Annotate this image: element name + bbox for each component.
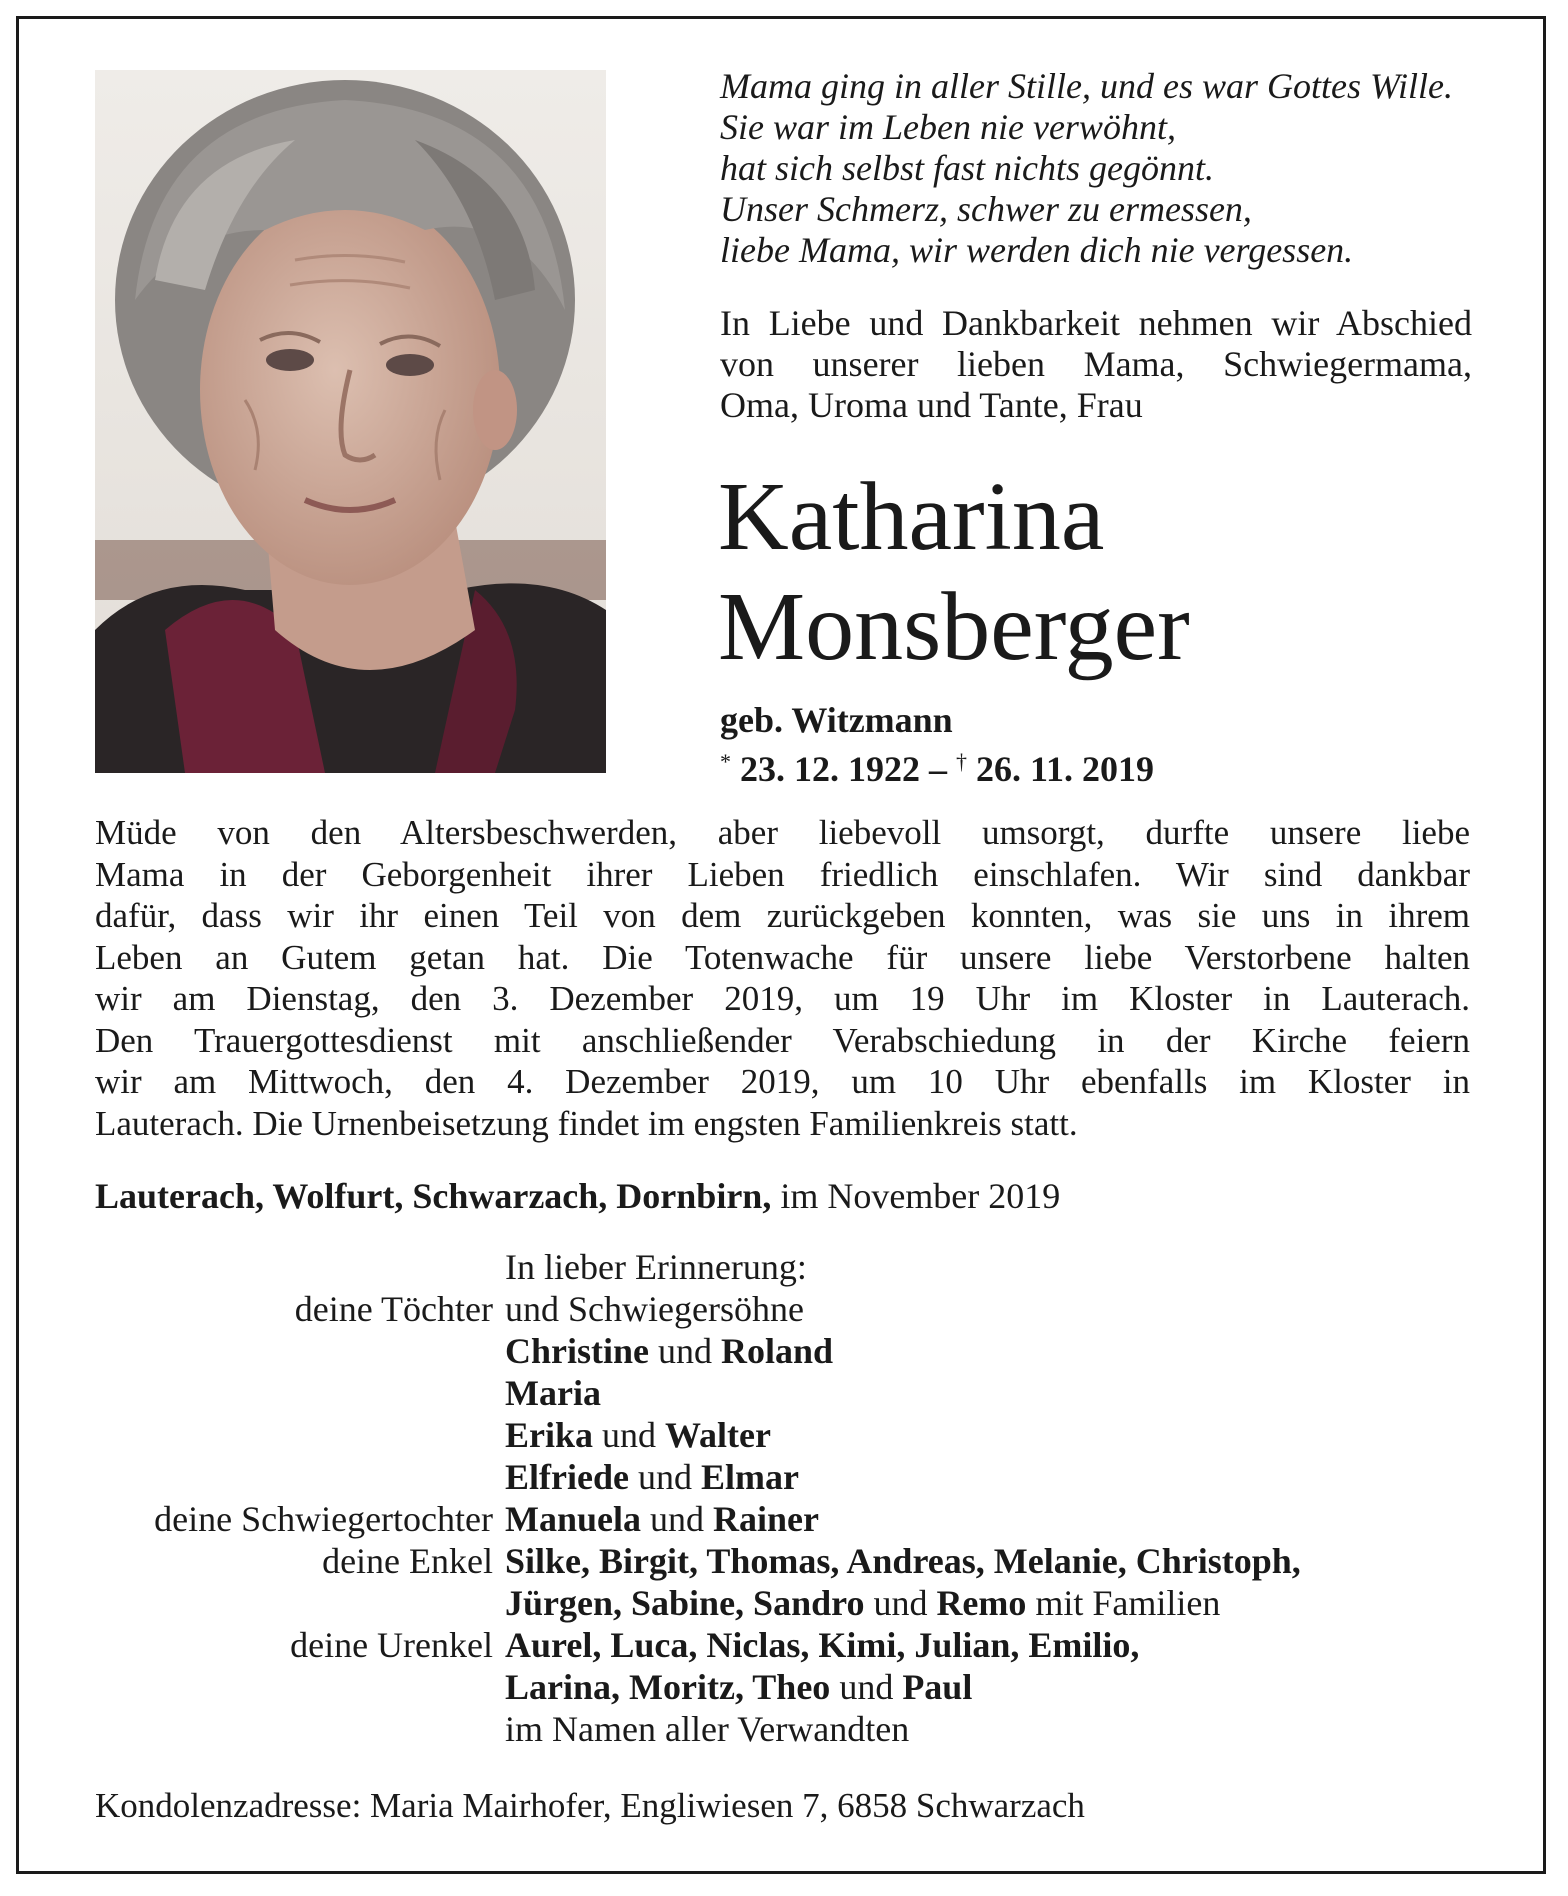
family-row bbox=[95, 1414, 1495, 1456]
poem bbox=[720, 66, 1500, 271]
family-names: Jürgen, Sabine, Sandro bbox=[505, 1583, 865, 1623]
death-date: 26. 11. 2019 bbox=[976, 749, 1155, 789]
family-name: Erika bbox=[505, 1415, 594, 1455]
family-name: Rainer bbox=[713, 1499, 819, 1539]
role-label: deine Schwiegertochter bbox=[154, 1499, 493, 1539]
family-name: Elfriede bbox=[505, 1457, 629, 1497]
family-row bbox=[95, 1666, 1495, 1708]
date-separator: – bbox=[929, 749, 947, 789]
family-names: Silke, Birgit, Thomas, Andreas, Melanie, Christoph, bbox=[505, 1541, 1301, 1581]
intro-line: Oma, Uroma und Tante, Frau bbox=[720, 385, 1143, 425]
family-name: Roland bbox=[721, 1331, 834, 1371]
suffix: mit Familien bbox=[1026, 1583, 1221, 1623]
family-row bbox=[95, 1456, 1495, 1498]
family-list bbox=[95, 1246, 1495, 1750]
family-row bbox=[95, 1498, 1495, 1540]
intro-line: In Liebe und Dankbarkeit nehmen wir Abschied bbox=[720, 303, 1472, 343]
family-row bbox=[95, 1540, 1495, 1582]
places-date-line bbox=[95, 1175, 1060, 1217]
poem-line: hat sich selbst fast nichts gegönnt. bbox=[720, 148, 1214, 188]
birth-symbol: * bbox=[720, 749, 731, 774]
announcement-body bbox=[95, 812, 1470, 1144]
portrait-photo bbox=[95, 70, 606, 773]
conjunction: und bbox=[873, 1583, 928, 1623]
places: Lauterach, Wolfurt, Schwarzach, Dornbirn, bbox=[95, 1176, 772, 1216]
family-heading: In lieber Erinnerung: bbox=[505, 1247, 807, 1287]
family-name: Elmar bbox=[700, 1457, 799, 1497]
body-line: dafür, dass wir ihr einen Teil von dem zurückgeben konnten, was sie uns in ihrem bbox=[95, 896, 1470, 935]
family-name: Maria bbox=[505, 1373, 601, 1413]
life-dates bbox=[720, 742, 1154, 789]
family-row bbox=[95, 1708, 1495, 1750]
month-year: im November 2019 bbox=[771, 1176, 1061, 1216]
birth-name: geb. Witzmann bbox=[720, 700, 953, 740]
body-line: wir am Mittwoch, den 4. Dezember 2019, um 10 Uhr ebenfalls im Kloster in bbox=[95, 1062, 1470, 1101]
family-row bbox=[95, 1330, 1495, 1372]
body-line: Den Trauergottesdienst mit anschließender Verabschiedung in der Kirche feiern bbox=[95, 1020, 1470, 1060]
family-row bbox=[95, 1582, 1495, 1624]
role-label: deine Töchter bbox=[294, 1289, 493, 1329]
deceased-name bbox=[718, 462, 1190, 682]
family-name: Remo bbox=[936, 1583, 1027, 1623]
family-name: Manuela bbox=[505, 1499, 642, 1539]
conjunction: und bbox=[650, 1499, 705, 1539]
last-name: Monsberger bbox=[718, 573, 1190, 681]
body-line: wir am Dienstag, den 3. Dezember 2019, um 19 Uhr im Kloster in Lauterach. bbox=[95, 979, 1470, 1018]
family-name: Walter bbox=[665, 1415, 771, 1455]
intro-text bbox=[720, 303, 1472, 426]
conjunction: und bbox=[658, 1331, 712, 1371]
closing-line: im Namen aller Verwandten bbox=[505, 1709, 910, 1749]
poem-line: Sie war im Leben nie verwöhnt, bbox=[720, 107, 1176, 147]
family-row bbox=[95, 1246, 1495, 1288]
family-row bbox=[95, 1624, 1495, 1666]
family-row bbox=[95, 1372, 1495, 1414]
intro-line: von unserer lieben Mama, Schwiegermama, bbox=[720, 344, 1472, 384]
family-names: Aurel, Luca, Niclas, Kimi, Julian, Emilio, bbox=[505, 1625, 1140, 1665]
role-label: deine Urenkel bbox=[290, 1625, 493, 1665]
body-line: Müde von den Altersbeschwerden, aber liebevoll umsorgt, durfte unsere liebe bbox=[95, 813, 1470, 852]
poem-line: Mama ging in aller Stille, und es war Gottes Wille. bbox=[720, 66, 1453, 106]
conjunction: und bbox=[602, 1415, 657, 1455]
poem-line: liebe Mama, wir werden dich nie vergessen. bbox=[720, 230, 1354, 270]
birth-date: 23. 12. 1922 bbox=[740, 749, 920, 789]
family-row bbox=[95, 1288, 1495, 1330]
first-name: Katharina bbox=[718, 463, 1105, 571]
death-symbol: † bbox=[956, 749, 967, 774]
conjunction: und bbox=[839, 1667, 894, 1707]
condolence-address: Kondolenzadresse: Maria Mairhofer, Engliwiesen 7, 6858 Schwarzach bbox=[95, 1786, 1085, 1825]
role-label: deine Enkel bbox=[322, 1541, 493, 1581]
role-description: und Schwiegersöhne bbox=[505, 1289, 804, 1329]
family-names: Larina, Moritz, Theo bbox=[505, 1667, 831, 1707]
body-line: Leben an Gutem getan hat. Die Totenwache für unsere liebe Verstorbene halten bbox=[95, 937, 1470, 977]
body-line: Lauterach. Die Urnenbeisetzung findet im engsten Familienkreis statt. bbox=[95, 1103, 1078, 1143]
conjunction: und bbox=[637, 1457, 692, 1497]
poem-line: Unser Schmerz, schwer zu ermessen, bbox=[720, 189, 1252, 229]
family-name: Paul bbox=[902, 1667, 973, 1707]
body-line: Mama in der Geborgenheit ihrer Lieben friedlich einschlafen. Wir sind dankbar bbox=[95, 854, 1470, 894]
family-name: Christine bbox=[505, 1331, 649, 1371]
